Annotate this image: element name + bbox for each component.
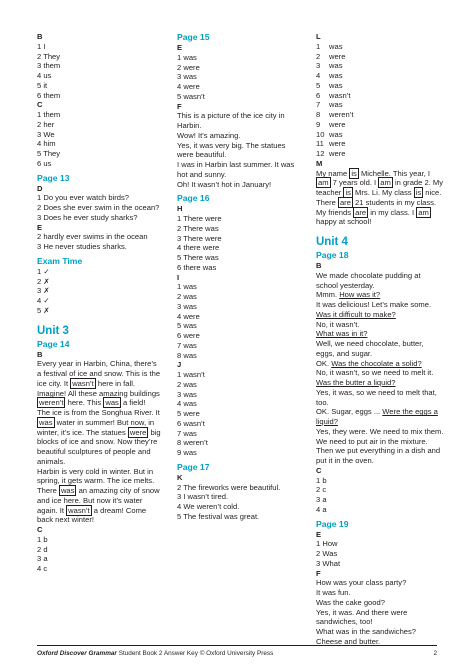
section-letter: I — [177, 272, 180, 282]
answer-item: 3 a — [316, 495, 327, 504]
answer-item: 5 it — [37, 80, 48, 90]
unit-heading: Unit 3 — [37, 324, 69, 337]
exam-time-heading: Exam Time — [37, 255, 83, 266]
section-letter: J — [177, 360, 182, 370]
answer-item: 3 There were — [177, 233, 222, 243]
answer-item: 3 He never studies sharks. — [37, 242, 127, 251]
paragraph: Harbin is very cold in winter. But in spring, it gets warm. The ice melts. There was an amazing city of snow and ice here. But now it’s water again. It wasn’t a dream! Come back next winter! — [37, 466, 160, 525]
answer-item: 6 there was — [177, 262, 217, 272]
paragraph: Every year in Harbin, China, there’s a festival of ice and snow. This is the ice city. It wasn’t here in fall. Imagine! All these amazing buildings weren’t here. This was a field! — [37, 359, 161, 408]
section-letter: D — [37, 183, 43, 193]
section-letter: M — [316, 158, 323, 168]
section-letter: B — [37, 349, 43, 359]
answer-item: 2 ✗ — [37, 276, 50, 286]
dialogue-line: What was in it? — [316, 329, 368, 339]
page-heading: Page 16 — [177, 193, 210, 204]
dialogue-line: We made chocolate pudding at school yesterday. — [316, 270, 421, 290]
answer-item: 3 Does he ever study sharks? — [37, 212, 138, 222]
unit-heading: Unit 4 — [316, 236, 348, 248]
section-letter: H — [177, 204, 183, 214]
answer-item: 1 Do you ever watch birds? — [37, 193, 130, 203]
dialogue-line: OK. Sugar, eggs ... Were the eggs a liquid? — [316, 407, 438, 426]
dialogue-line: No, it wasn’t, so we need to melt it. — [316, 368, 434, 378]
answer-item: 4 a — [316, 504, 327, 514]
answer-item: 5 There was — [177, 253, 219, 262]
answer-item: 3 was — [177, 72, 197, 82]
page-heading: Page 13 — [37, 172, 70, 183]
dialogue-line: Cheese and butter. — [316, 636, 381, 646]
answer-item: 7 was — [316, 100, 343, 110]
answer-item: 9 was — [177, 448, 197, 457]
dialogue-line: Wow! It’s amazing. — [177, 130, 241, 140]
answer-item: 2 The fireworks were beautiful. — [177, 482, 281, 492]
answer-item: 1 was — [316, 41, 343, 51]
answer-item: 3 a — [37, 554, 48, 564]
dialogue-line: Yes, it was. And there were sandwiches, too! — [316, 607, 408, 627]
column-1 — [37, 32, 162, 574]
column-2 — [177, 32, 299, 522]
answer-item: 6 were — [177, 331, 200, 340]
answer-item: 2 Does she ever swim in the ocean? — [37, 203, 160, 212]
answer-item: 1 was — [177, 282, 197, 292]
dialogue-line: It was fun. — [316, 588, 351, 597]
answer-item: 10 was — [316, 129, 343, 139]
dialogue-line: This is a picture of the ice city in Harbin. — [177, 111, 285, 130]
answer-item: 4 us — [37, 71, 52, 80]
dialogue-line: Yes, they were. We need to mix them. We need to put air in the mixture. Then we put everything in a dish and put it in the oven. — [316, 426, 444, 465]
answer-item: 5 wasn’t — [177, 91, 205, 101]
page-heading: Page 14 — [37, 338, 70, 349]
answer-item: 5 was — [177, 321, 197, 331]
dialogue-line: I was in Harbin last summer. It was hot and sunny. — [177, 160, 295, 179]
section-letter: E — [316, 529, 322, 539]
section-letter: E — [177, 43, 183, 52]
answer-item: 2 d — [37, 544, 48, 554]
dialogue-line: Mmm. How was it? — [316, 290, 381, 300]
section-letter: B — [316, 261, 322, 270]
answer-item: 1 I — [37, 41, 46, 51]
page-heading: Page 17 — [177, 461, 210, 472]
answer-item: 4 was — [316, 71, 343, 80]
answer-item: 9 were — [316, 119, 346, 129]
answer-item: 5 were — [177, 409, 200, 418]
dialogue-line: Was the cake good? — [316, 597, 385, 607]
page-heading: Page 18 — [316, 250, 349, 260]
dialogue-line: Was the butter a liquid? — [316, 378, 396, 387]
answer-item: 3 was — [177, 301, 197, 311]
page-heading: Page 15 — [177, 32, 210, 42]
answer-item: 7 was — [177, 340, 197, 350]
answer-item: 12 were — [316, 149, 346, 158]
page-number: 2 — [433, 650, 437, 657]
dialogue-line: Oh! It wasn’t hot in January! — [177, 179, 272, 189]
paragraph: My name is Michelle. This year, I am 7 years old. I am in grade 2. My teacher is Mrs. Li. My class is nice. There are 21 students in my class. My friends are in my class. I am happy at school! — [316, 168, 444, 227]
answer-item: 5 was — [316, 80, 343, 90]
section-letter: C — [37, 100, 43, 110]
answer-item: 1 wasn’t — [177, 370, 205, 379]
answer-item: 4 were — [177, 82, 200, 91]
answer-item: 8 weren’t — [177, 438, 208, 448]
dialogue-line: How was your class party? — [316, 578, 407, 588]
page-footer — [37, 645, 437, 658]
section-letter: C — [316, 465, 322, 475]
answer-item: 1 them — [37, 110, 61, 119]
dialogue-line: Was it difficult to make? — [316, 309, 396, 319]
answer-item: 3 We — [37, 129, 55, 139]
answer-item: 2 was — [177, 292, 197, 301]
answer-item: 2 was — [177, 379, 197, 389]
section-letter: K — [177, 472, 183, 482]
answer-item: 3 What — [316, 558, 341, 568]
answer-item: 8 was — [177, 350, 197, 360]
answer-item: 2 were — [316, 51, 346, 61]
answer-item: 4 We weren’t cold. — [177, 502, 240, 511]
column-3 — [316, 32, 444, 647]
page-heading: Page 19 — [316, 518, 349, 529]
answer-item: 5 The festival was great. — [177, 511, 260, 521]
answer-item: 1 How — [316, 539, 338, 549]
footer-text: Student Book 2 Answer Key © Oxford University Press — [118, 650, 274, 657]
answer-item: 6 us — [37, 158, 52, 168]
answer-item: 5 They — [37, 149, 61, 158]
section-letter: F — [316, 568, 321, 578]
paragraph: The ice is from the Songhua River. It was water in summer! But now, in winter, it’s ice. The statues were big blocks of ice and snow. Now they’re beautiful sculptures of people and animals. — [37, 408, 161, 466]
section-letter: C — [37, 525, 43, 534]
answer-item: 3 I wasn’t tired. — [177, 492, 229, 502]
section-letter: L — [316, 32, 321, 41]
answer-item: 2 her — [37, 119, 55, 129]
answer-item: 4 there were — [177, 243, 220, 253]
section-letter: F — [177, 101, 182, 111]
dialogue-line: OK. Was the chocolate a solid? — [316, 358, 422, 368]
dialogue-line: Well, we need chocolate, butter, eggs, and sugar. — [316, 339, 424, 358]
dialogue-line: Yes, it was very big. The statues were beautiful. — [177, 140, 286, 160]
answer-item: 1 b — [37, 534, 48, 544]
answer-item: 3 ✗ — [37, 286, 50, 296]
answer-item: 6 wasn’t — [177, 418, 205, 428]
dialogue-line: Yes, it was, so we need to melt that, too. — [316, 387, 437, 407]
section-letter: E — [37, 222, 43, 232]
answer-item: 2 hardly ever swims in the ocean — [37, 232, 148, 242]
answer-item: 2 They — [37, 51, 61, 61]
answer-item: 3 was — [177, 389, 197, 399]
answer-item: 1 ✓ — [37, 266, 50, 276]
answer-item: 1 was — [177, 52, 197, 62]
answer-item: 1 b — [316, 475, 327, 485]
answer-item: 7 was — [177, 428, 197, 438]
answer-item: 3 them — [37, 61, 61, 71]
answer-item: 2 c — [316, 485, 327, 495]
answer-item: 11 were — [316, 139, 346, 149]
dialogue-line: What was in the sandwiches? — [316, 627, 417, 636]
answer-item: 4 were — [177, 311, 200, 321]
answer-item: 8 weren’t — [316, 110, 354, 119]
answer-item: 4 c — [37, 564, 48, 573]
dialogue-line: It was delicious! Let’s make some. — [316, 300, 432, 309]
answer-item: 4 him — [37, 139, 56, 149]
answer-item: 6 wasn’t — [316, 90, 351, 100]
answer-item: 3 was — [316, 61, 343, 71]
answer-item: 2 were — [177, 62, 200, 72]
answer-item: 2 Was — [316, 549, 338, 558]
footer-brand: Oxford Discover Grammar — [37, 650, 117, 657]
answer-item: 1 There were — [177, 214, 222, 223]
answer-item: 6 them — [37, 90, 61, 100]
answer-item: 2 There was — [177, 223, 219, 233]
answer-item: 5 ✗ — [37, 305, 50, 315]
answer-item: 4 was — [177, 399, 197, 409]
answer-item: 4 ✓ — [37, 296, 50, 305]
dialogue-line: No, it wasn’t. — [316, 319, 360, 329]
section-letter: B — [37, 32, 43, 41]
